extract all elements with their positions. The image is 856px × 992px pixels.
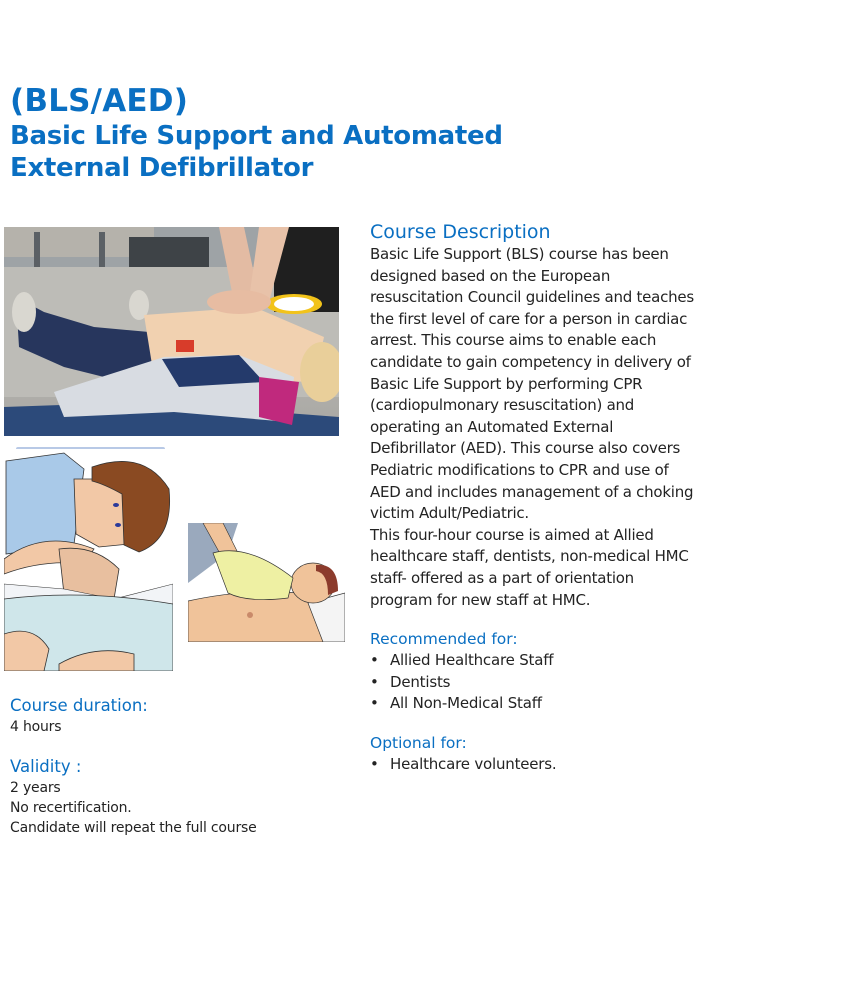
course-description-heading: Course Description: [370, 221, 551, 243]
cpr-manikin-photo: [4, 227, 339, 436]
list-item: [370, 672, 700, 694]
recommended-list: [370, 650, 700, 715]
list-item-label: All Non-Medical Staff: [390, 694, 542, 713]
cpr-photo-graphic: [4, 227, 339, 436]
validity-line: Candidate will repeat the full course: [10, 820, 257, 836]
validity-line: 2 years: [10, 780, 61, 796]
chest-compression-illustration: [188, 523, 345, 642]
course-title: Basic Life Support and Automated External Defibrillator: [10, 121, 503, 183]
course-description-paragraph-2: This four-hour course is aimed at Allied healthcare staff, dentists, non-medical HMC staff- offered as a part of orientation program for new staff at HMC.: [370, 525, 689, 609]
list-item-label: Dentists: [390, 672, 451, 691]
course-meta: [10, 695, 310, 838]
course-abbreviation: (BLS/AED): [10, 83, 189, 119]
list-item: [370, 693, 700, 715]
optional-list: [370, 754, 700, 776]
bullet-icon: •: [370, 754, 379, 773]
breathing-check-illustration: [4, 449, 173, 671]
validity-heading: Validity :: [10, 757, 82, 776]
bullet-icon: •: [370, 694, 379, 713]
bullet-icon: •: [370, 672, 379, 691]
breathing-check-graphic: [4, 449, 173, 671]
course-info-column: [370, 220, 700, 775]
course-description-paragraph-1: Basic Life Support (BLS) course has been designed based on the European resuscitation Council guidelines and teaches the first level of care for a person in cardiac arrest. This course aims to enable each candidate to gain competency in delivery of Basic Life Support by performing CPR (cardiopulmonary resuscitation) and operating an Automated External Defibrillator (AED). This course also covers Pediatric modifications to CPR and use of AED and includes management of a choking victim Adult/Pediatric.: [370, 245, 694, 523]
list-item-label: Healthcare volunteers.: [390, 754, 557, 773]
list-item: [370, 754, 700, 776]
list-item: [370, 650, 700, 672]
validity-line: No recertification.: [10, 800, 132, 816]
chest-compression-graphic: [188, 523, 345, 642]
page-header: [10, 82, 630, 184]
list-item-label: Allied Healthcare Staff: [390, 651, 554, 670]
duration-heading: Course duration:: [10, 696, 148, 715]
optional-heading: Optional for:: [370, 733, 467, 752]
recommended-heading: Recommended for:: [370, 630, 518, 649]
duration-value: 4 hours: [10, 719, 62, 735]
bullet-icon: •: [370, 651, 379, 670]
